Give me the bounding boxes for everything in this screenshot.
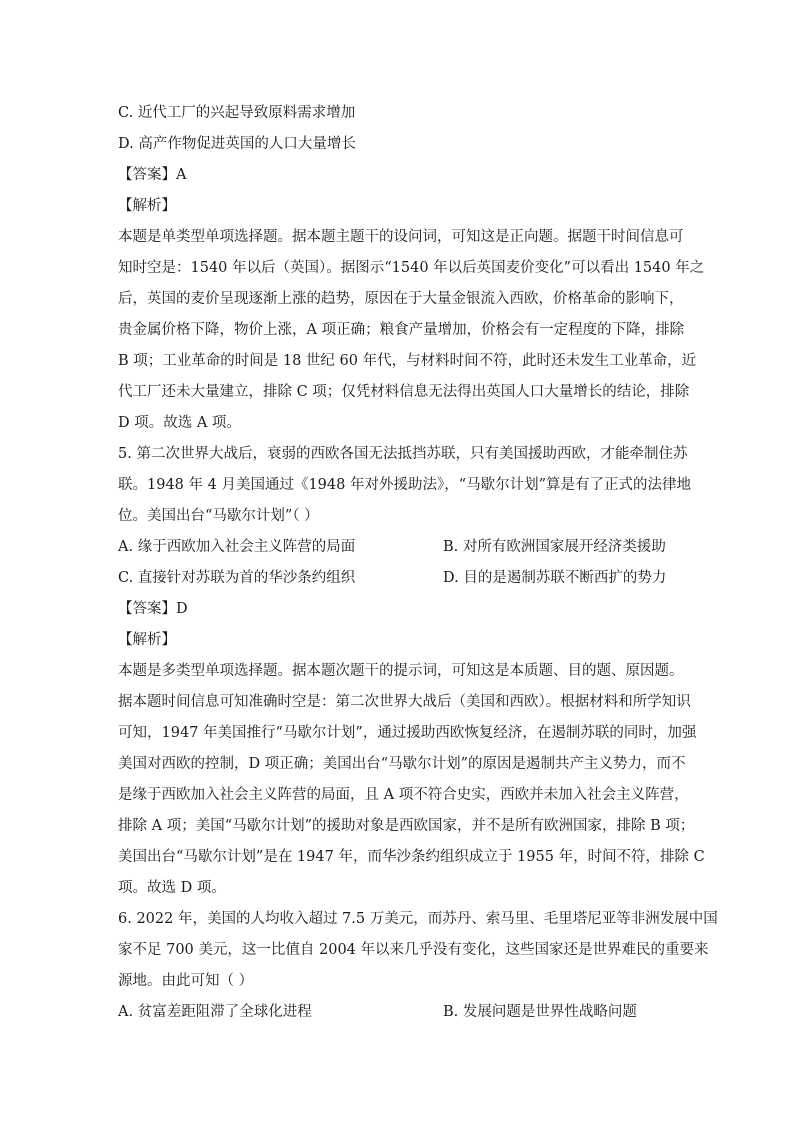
q4-answer: 【答案】A	[118, 167, 187, 183]
q4-analysis-line: 知时空是：1540 年以后（英国）。据图示“1540 年以后英国麦价变化”可以看出 1540 年之	[118, 260, 705, 276]
q4-analysis-line: B 项；工业革命的时间是 18 世纪 60 年代，与材料时间不符，此时还未发生工业革命，近	[118, 353, 697, 369]
q6-options-row-1	[118, 997, 678, 1028]
q6-stem-line: 6. 2022 年，美国的人均收入超过 7.5 万美元，而苏丹、索马里、毛里塔尼亚等非洲发展中国	[118, 911, 718, 927]
q5-analysis-line: 美国对西欧的控制，D 项正确；美国出台“马歇尔计划”的原因是遏制共产主义势力，而不	[118, 756, 686, 772]
q6-stem	[118, 904, 718, 997]
q6-stem-line: 源地。由此可知（ ）	[118, 973, 254, 989]
q5-answer: 【答案】D	[118, 601, 188, 617]
q5-analysis-label: 【解析】	[118, 632, 176, 648]
q5-options-row-2	[118, 563, 678, 594]
q5-options-row-1	[118, 532, 678, 563]
q6-stem-line: 家不足 700 美元，这一比值自 2004 年以来几乎没有变化，这些国家还是世界难民的重要来	[118, 942, 709, 958]
q4-analysis-line: 贵金属价格下降，物价上涨，A 项正确；粮食产量增加，价格会有一定程度的下降，排除	[118, 322, 685, 338]
q5-analysis-line: 本题是多类型单项选择题。据本题次题干的提示词，可知这是本质题、目的题、原因题。	[118, 663, 684, 679]
q5-analysis-line: 项。故选 D 项。	[118, 880, 226, 896]
q4-analysis-line: 后，英国的麦价呈现逐渐上涨的趋势，原因在于大量金银流入西欧，价格革命的影响下，	[118, 291, 684, 307]
q4-option-d: D. 高产作物促进英国的人口大量增长	[118, 136, 356, 152]
q5-analysis-line: 美国出台“马歇尔计划”是在 1947 年，而华沙条约组织成立于 1955 年，时间不符，排除 C	[118, 849, 705, 865]
q5-option-b: B. 对所有欧洲国家展开经济类援助	[443, 539, 666, 555]
q4-analysis-line: 本题是单类型单项选择题。据本题主题干的设问词，可知这是正向题。据题干时间信息可	[118, 229, 684, 245]
document-page	[118, 98, 718, 1028]
q5-stem-line: 位。美国出台“马歇尔计划”（ ）	[118, 508, 319, 524]
q4-analysis-line: 代工厂还未大量建立，排除 C 项；仅凭材料信息无法得出英国人口大量增长的结论，排除	[118, 384, 690, 400]
q5-stem	[118, 439, 692, 532]
q5-option-a: A. 缘于西欧加入社会主义阵营的局面	[118, 539, 356, 555]
q5-analysis-line: 据本题时间信息可知准确时空是：第二次世界大战后（美国和西欧）。根据材料和所学知识	[118, 694, 691, 710]
q5-analysis-line: 可知，1947 年美国推行“马歇尔计划”，通过援助西欧恢复经济，在遏制苏联的同时，加强	[118, 725, 697, 741]
q5-stem-line: 联。1948 年 4 月美国通过《1948 年对外援助法》，“马歇尔计划”算是有了正式的法律地	[118, 477, 692, 493]
q4-analysis-line: D 项。故选 A 项。	[118, 415, 241, 431]
q4-analysis	[118, 222, 705, 439]
q4-analysis-label: 【解析】	[118, 198, 176, 214]
q5-analysis	[118, 656, 705, 904]
q5-stem-line: 5. 第二次世界大战后，衰弱的西欧各国无法抵挡苏联，只有美国援助西欧，才能牵制住苏	[118, 446, 688, 462]
q5-option-d: D. 目的是遏制苏联不断西扩的势力	[443, 570, 667, 586]
q5-option-c: C. 直接针对苏联为首的华沙条约组织	[118, 570, 356, 586]
q6-option-a: A. 贫富差距阻滞了全球化进程	[118, 1004, 312, 1020]
q6-option-b: B. 发展问题是世界性战略问题	[443, 1004, 637, 1020]
q4-option-c: C. 近代工厂的兴起导致原料需求增加	[118, 105, 356, 121]
q5-analysis-line: 排除 A 项；美国“马歇尔计划”的援助对象是西欧国家，并不是所有欧洲国家，排除 B 项；	[118, 818, 695, 834]
q5-analysis-line: 是缘于西欧加入社会主义阵营的局面，且 A 项不符合史实，西欧并未加入社会主义阵营，	[118, 787, 689, 803]
